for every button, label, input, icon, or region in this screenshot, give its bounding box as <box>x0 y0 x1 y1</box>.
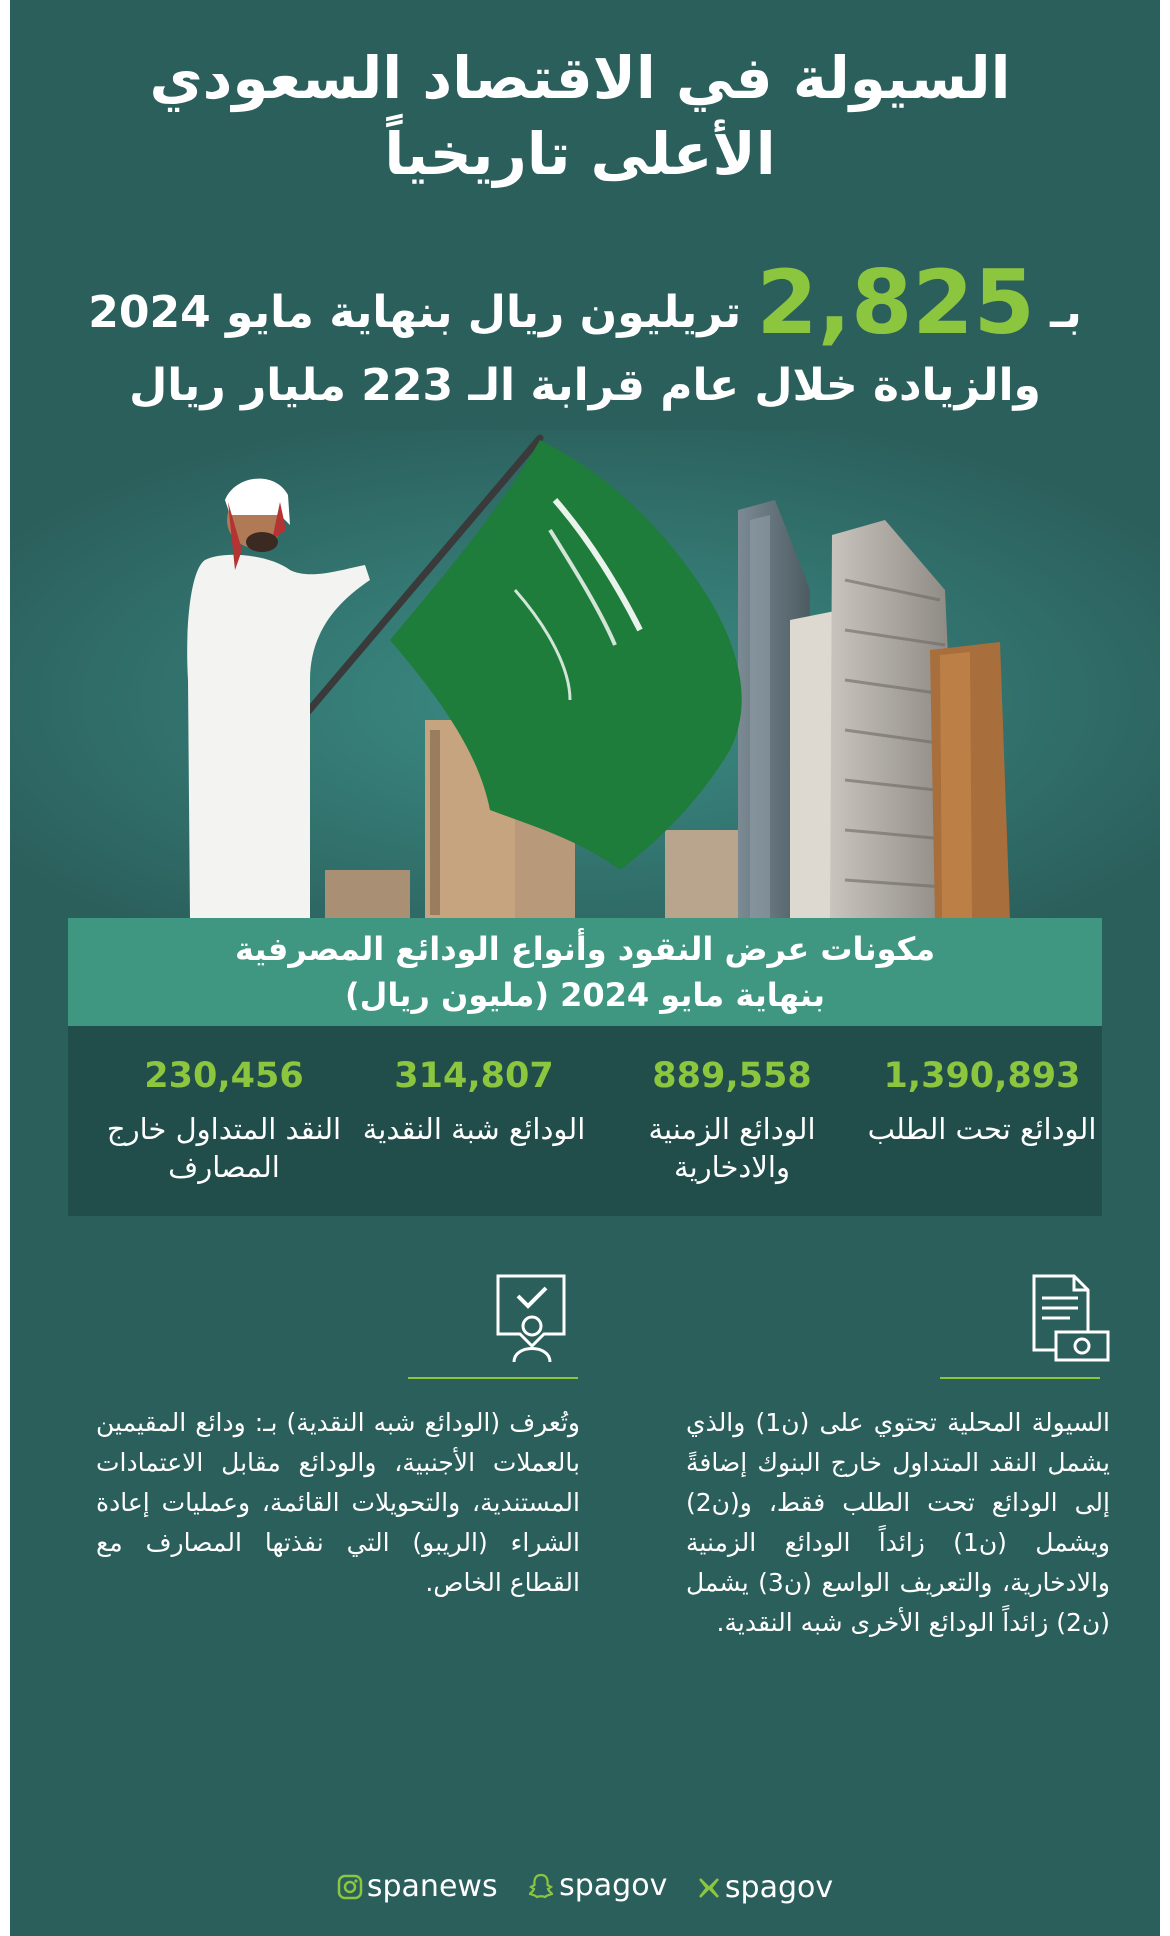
deposits-table <box>68 1026 1102 1216</box>
headline-line-2: والزيادة خلال عام قرابة الـ 223 مليار ريال <box>129 360 1041 411</box>
page-title <box>50 40 1110 192</box>
instagram-icon <box>337 1874 363 1900</box>
table-cell-currency-outside-banks <box>104 1026 344 1216</box>
right-separator <box>940 1377 1100 1379</box>
cell-label: الودائع شبة النقدية <box>362 1112 586 1146</box>
headline-line-1 <box>70 251 1100 358</box>
headline-amount: 2,825 <box>756 251 1035 354</box>
table-heading <box>68 918 1102 1026</box>
cell-value: 314,807 <box>394 1056 554 1096</box>
right-info-text: السيولة المحلية تحتوي على (ن1) والذي يشمل النقد المتداول خارج البنوك إضافةً إلى الودائع تحت الطلب فقط، و(ن2) ويشمل (ن1) زائداً الودائع الزمنية والادخارية، والتعريف الواسع (ن3) يشمل (ن2) زائداً الودائع الأخرى شبه النقدية. <box>686 1408 1111 1637</box>
x-label: spagov <box>724 1870 834 1905</box>
person-check-icon <box>492 1272 572 1364</box>
table-cell-demand-deposits <box>862 1026 1102 1216</box>
left-separator <box>408 1377 578 1379</box>
x-logo-icon <box>697 1876 721 1900</box>
instagram-handle[interactable] <box>337 1867 498 1907</box>
table-heading-line-1: مكونات عرض النقود وأنواع الودائع المصرفية <box>234 930 936 968</box>
snapchat-icon <box>527 1872 555 1900</box>
headline-line-1-text: تريليون ريال بنهاية مايو 2024 <box>88 287 742 338</box>
instagram-label: spanews <box>366 1869 498 1904</box>
table-heading-line-2: بنهاية مايو 2024 (مليون ريال) <box>345 976 825 1014</box>
footer-social <box>10 1866 1160 1911</box>
title-line-2: الأعلى تاريخياً <box>384 120 776 188</box>
hero-illustration <box>10 430 1160 920</box>
snapchat-handle[interactable] <box>527 1866 667 1906</box>
table-cell-quasi-money <box>354 1026 594 1216</box>
headline-prefix: بـ <box>1050 287 1082 338</box>
cell-label: النقد المتداول خارج المصارف <box>106 1112 342 1184</box>
cell-value: 230,456 <box>144 1056 304 1096</box>
x-handle[interactable] <box>697 1868 833 1908</box>
infographic <box>10 0 1160 1936</box>
cell-value: 889,558 <box>652 1056 812 1096</box>
headline <box>70 251 1100 414</box>
cell-label: الودائع تحت الطلب <box>867 1112 1097 1146</box>
cell-value: 1,390,893 <box>883 1056 1081 1096</box>
table-cell-time-deposits <box>612 1026 852 1216</box>
left-info-text: وتُعرف (الودائع شبه النقدية) بـ: ودائع المقيمين بالعملات الأجنبية، والودائع مقابل الاعتمادات المستندية، والتحويلات القائمة، وعمليات إعادة الشراء (الريبو) التي نفذتها المصارف مع القطاع الخاص. <box>96 1408 580 1597</box>
snapchat-label: spagov <box>559 1868 668 1903</box>
cell-label: الودائع الزمنية والادخارية <box>648 1112 816 1184</box>
title-line-1: السيولة في الاقتصاد السعودي <box>149 44 1011 112</box>
document-money-icon <box>1022 1272 1112 1364</box>
